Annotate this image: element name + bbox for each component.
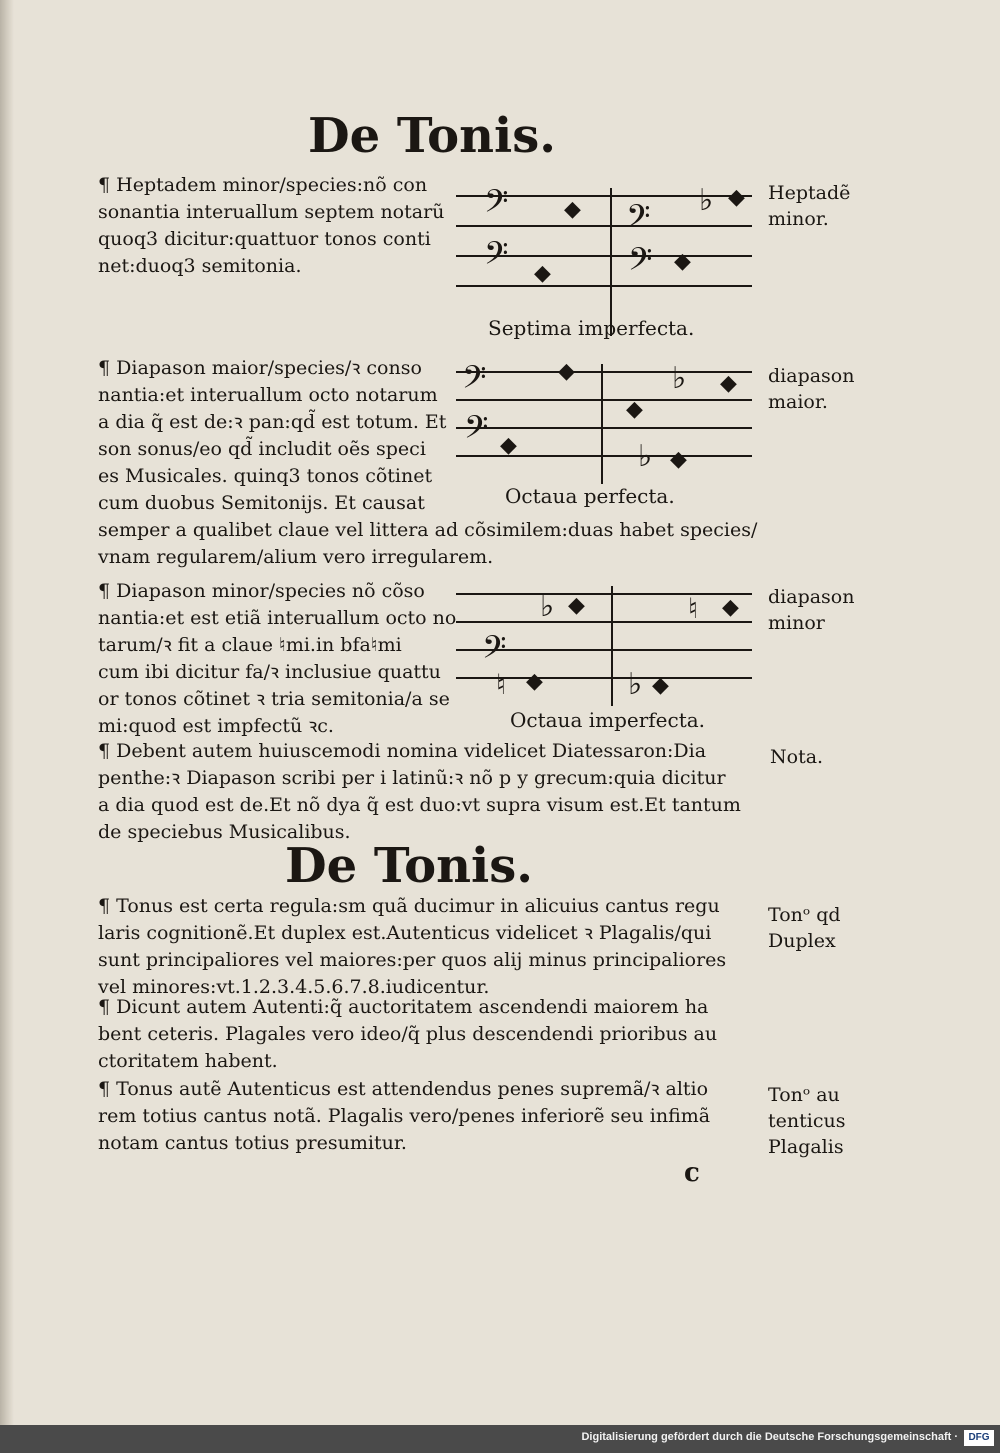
note-symbol: ◆: [564, 197, 581, 222]
flat-symbol: ♭: [628, 667, 643, 702]
paragraph-debent: [98, 738, 741, 846]
paragraph-diapason-maior-continued: [98, 517, 757, 571]
note-symbol: ◆: [720, 371, 737, 396]
clef-symbol: 𝄢: [628, 241, 653, 285]
flat-symbol: ♭: [540, 589, 555, 624]
dfg-logo: DFG: [964, 1430, 994, 1446]
sidenote-line: Tonᵒ qd: [768, 904, 841, 926]
flat-symbol: ♭: [699, 183, 714, 218]
clef-symbol: 𝄢: [626, 198, 651, 242]
paragraph-dicunt: [98, 994, 717, 1075]
clef-symbol: 𝄢: [482, 629, 507, 673]
text-line: ¶ Diapason minor/species nõ cõso: [98, 580, 425, 602]
text-line: or tonos cõtinet ꝛ tria semitonia/a se: [98, 688, 450, 710]
text-line: net:duoq3 semitonia.: [98, 255, 302, 277]
text-line: semper a qualibet claue vel littera ad cõsimilem:duas habet species/: [98, 519, 758, 541]
text-line: ctoritatem habent.: [98, 1050, 278, 1072]
text-line: quoq3 dicitur:quattuor tonos conti: [98, 228, 431, 250]
music-staff-septima: [456, 178, 756, 338]
sidenote-heptadem-minor: [768, 180, 850, 232]
text-line: nantia:et est etiã interuallum octo no: [98, 607, 457, 629]
sidenote-line: Heptadẽ: [768, 182, 851, 204]
sidenote-line: Nota.: [770, 746, 824, 768]
paragraph-diapason-minor: [98, 578, 456, 740]
text-line: nantia:et interuallum octo notarum: [98, 384, 438, 406]
note-symbol: ◆: [728, 185, 745, 210]
note-symbol: ◆: [500, 433, 517, 458]
text-line: a dia q̃ est de:ꝛ pan:qd̃ est totum. Et: [98, 411, 447, 433]
clef-symbol: 𝄢: [464, 409, 489, 453]
paragraph-tonus-autenticus: [98, 1076, 710, 1157]
text-line: ¶ Tonus est certa regula:sm quã ducimur in alicuius cantus regu: [98, 895, 720, 917]
sidenote-line: minor.: [768, 208, 829, 230]
clef-symbol: 𝄢: [484, 235, 509, 279]
flat-symbol: ♭: [672, 361, 687, 396]
paragraph-diapason-maior: [98, 355, 446, 517]
text-line: cum ibi dicitur fa/ꝛ inclusiue quattu: [98, 661, 441, 683]
text-line: de speciebus Musicalibus.: [98, 821, 351, 843]
sidenote-line: Tonᵒ au: [768, 1084, 840, 1106]
sidenote-line: diapason: [768, 586, 855, 608]
sidenote-tonus-autenticus-plagalis: [768, 1082, 845, 1160]
clef-symbol: 𝄢: [462, 359, 487, 403]
text-line: es Musicales. quinq3 tonos cõtinet: [98, 465, 433, 487]
text-line: ¶ Debent autem huiuscemodi nomina videlicet Diatessaron:Dia: [98, 740, 707, 762]
sidenote-diapason-maior: [768, 363, 854, 415]
footer-funding-text: Digitalisierung gefördert durch die Deutsche Forschungsgemeinschaft ·: [581, 1431, 958, 1443]
text-line: ¶ Heptadem minor/species:nõ con: [98, 174, 428, 196]
text-line: vnam regularem/alium vero irregularem.: [98, 546, 494, 568]
text-line: rem totius cantus notã. Plagalis vero/penes inferiorẽ seu infimã: [98, 1105, 711, 1127]
sidenote-diapason-minor: [768, 584, 854, 636]
heading-de-tonis-top: De Tonis.: [308, 108, 556, 164]
text-line: notam cantus totius presumitur.: [98, 1132, 407, 1154]
paragraph-tonus-regula: [98, 893, 726, 1001]
text-line: sunt principaliores vel maiores:per quos alij minus principaliores: [98, 949, 727, 971]
text-line: ¶ Tonus autẽ Autenticus est attendendus penes supremã/ꝛ altio: [98, 1078, 709, 1100]
caption-septima: Septima imperfecta.: [488, 316, 695, 340]
note-symbol: ◆: [722, 595, 739, 620]
note-symbol: ◆: [670, 447, 687, 472]
sidenote-line: Duplex: [768, 930, 836, 952]
flat-symbol: ♭: [638, 439, 653, 474]
sidenote-line: tenticus: [768, 1110, 846, 1132]
text-line: a dia quod est de.Et nõ dya q̃ est duo:vt supra visum est.Et tantum: [98, 794, 741, 816]
page-spine-shadow: [0, 0, 14, 1425]
heading-de-tonis-middle: De Tonis.: [285, 838, 533, 894]
natural-symbol: ♮: [688, 592, 699, 625]
caption-octaua-perfecta: Octaua perfecta.: [505, 484, 675, 508]
catchword: c: [684, 1158, 700, 1188]
text-line: penthe:ꝛ Diapason scribi per i latinũ:ꝛ nõ p y grecum:quia dicitur: [98, 767, 726, 789]
natural-symbol: ♮: [496, 668, 507, 701]
text-line: son sonus/eo qd̃ includit oẽs speci: [98, 438, 426, 460]
text-line: bent ceteris. Plagales vero ideo/q̃ plus descendendi prioribus au: [98, 1023, 718, 1045]
text-line: ¶ Diapason maior/species/ꝛ conso: [98, 357, 422, 379]
text-line: sonantia interuallum septem notarũ: [98, 201, 445, 223]
note-symbol: ◆: [568, 593, 585, 618]
sidenote-line: Plagalis: [768, 1136, 844, 1158]
text-line: cum duobus Semitonijs. Et causat: [98, 492, 425, 514]
music-staff-octaua-perfecta: [456, 358, 756, 488]
paragraph-heptadem: [98, 172, 444, 280]
note-symbol: ◆: [652, 673, 669, 698]
text-line: ¶ Dicunt autem Autenti:q̃ auctoritatem ascendendi maiorem ha: [98, 996, 709, 1018]
note-symbol: ◆: [674, 249, 691, 274]
sidenote-line: minor: [768, 612, 825, 634]
music-staff-octaua-imperfecta: [456, 582, 756, 710]
text-line: mi:quod est impfectũ ꝛc.: [98, 715, 334, 737]
text-line: laris cognitionẽ.Et duplex est.Autenticus videlicet ꝛ Plagalis/qui: [98, 922, 712, 944]
sidenote-line: maior.: [768, 391, 828, 413]
note-symbol: ◆: [534, 261, 551, 286]
sidenote-tonus-duplex: [768, 902, 841, 954]
sidenote-nota: [770, 744, 823, 770]
note-symbol: ◆: [558, 359, 575, 384]
text-line: vel minores:vt.1.2.3.4.5.6.7.8.iudicentur.: [98, 976, 490, 998]
caption-octaua-imperfecta: Octaua imperfecta.: [510, 708, 706, 732]
note-symbol: ◆: [526, 669, 543, 694]
footer-bar: [0, 1425, 1000, 1453]
note-symbol: ◆: [626, 397, 643, 422]
text-line: tarum/ꝛ fit a claue ♮mi.in bfa♮mi: [98, 634, 402, 656]
clef-symbol: 𝄢: [484, 183, 509, 227]
sidenote-line: diapason: [768, 365, 855, 387]
